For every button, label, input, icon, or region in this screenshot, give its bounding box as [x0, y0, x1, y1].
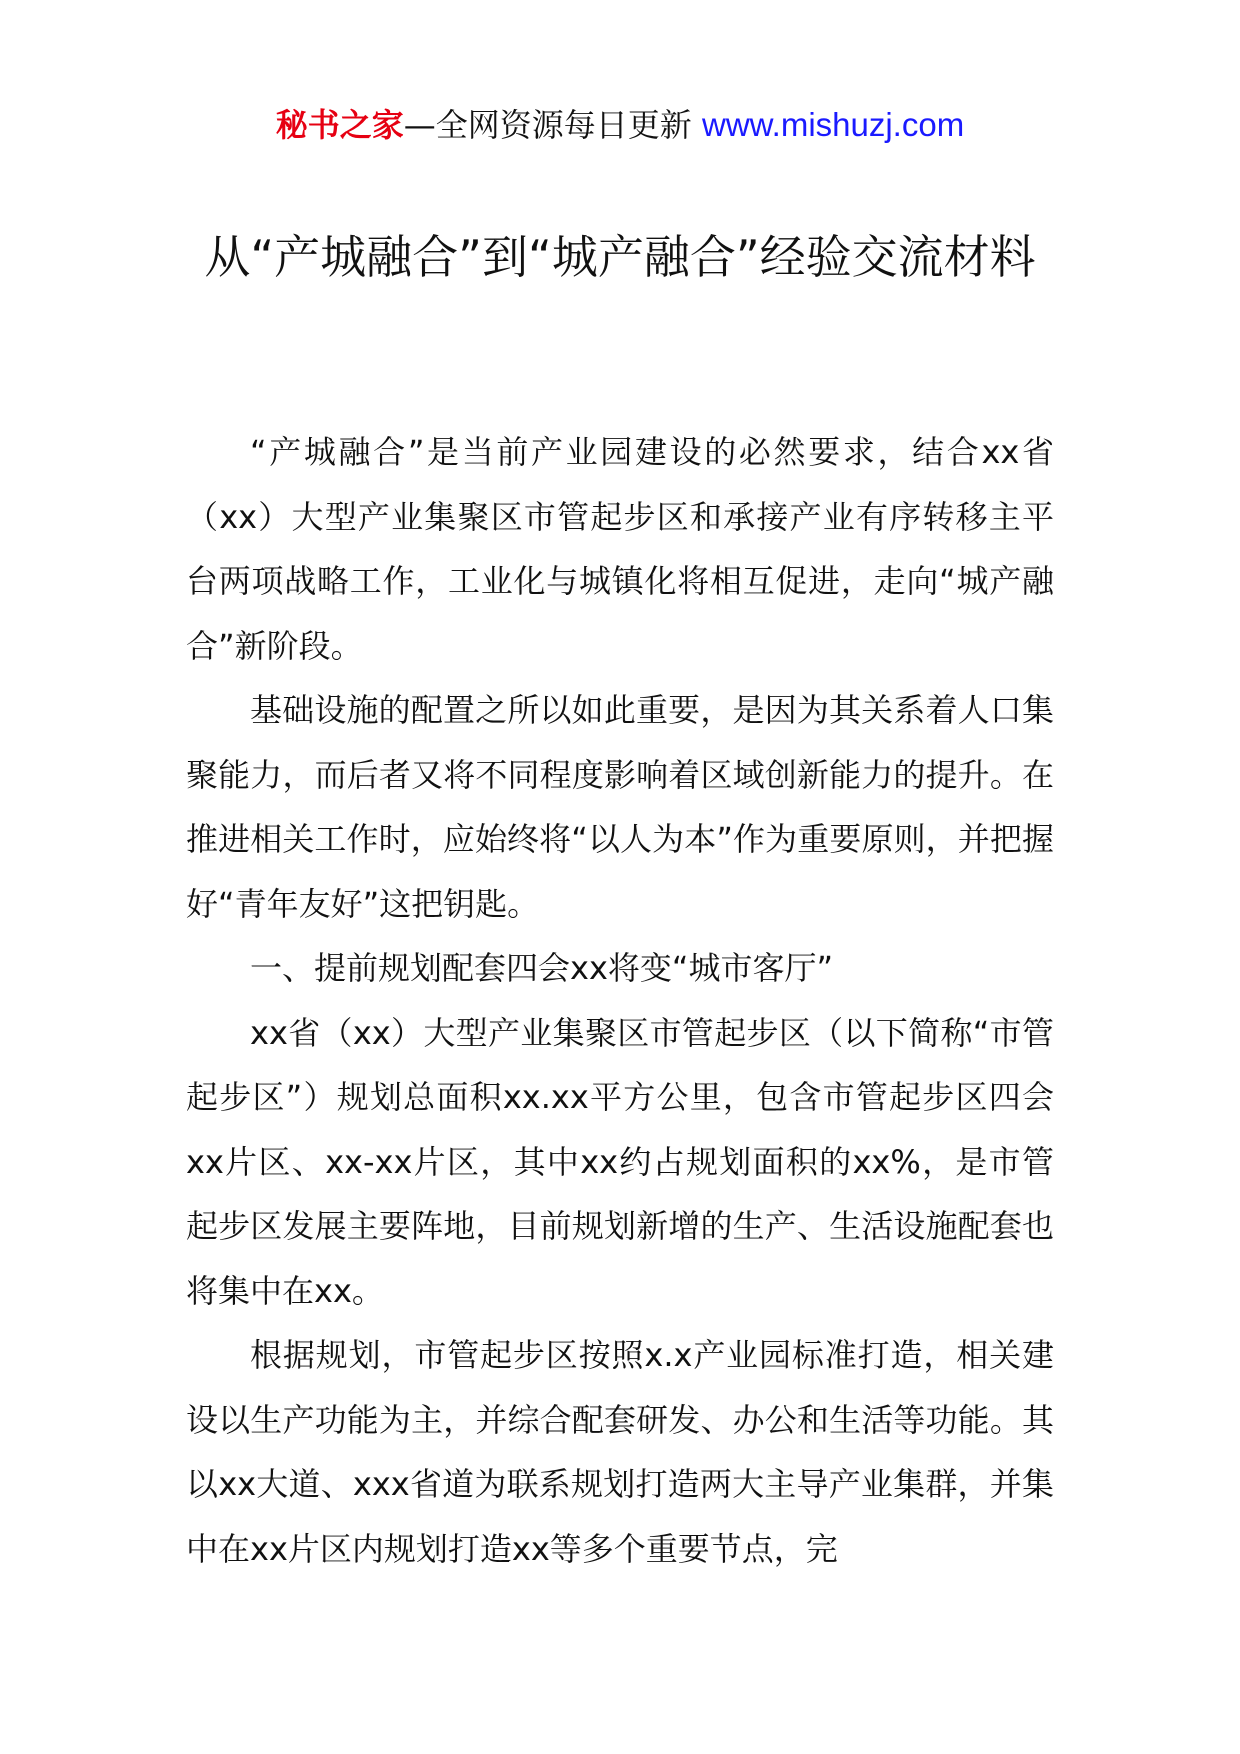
- paragraph: xx省（xx）大型产业集聚区市管起步区（以下简称“市管起步区”）规划总面积xx.xx平方公里，包含市管起步区四会xx片区、xx-xx片区，其中xx约占规划面积的xx%，是市管起步区发展主要阵地，目前规划新增的生产、生活设施配套也将集中在xx。: [186, 1013, 1054, 1310]
- header-tagline: —全网资源每日更新: [403, 106, 692, 144]
- site-header: [0, 100, 1240, 150]
- paragraph: 根据规划，市管起步区按照x.x产业园标准打造，相关建设以生产功能为主，并综合配套研发、办公和生活等功能。其以xx大道、xxx省道为联系规划打造两大主导产业集群，并集中在xx片区内规划打造xx等多个重要节点，完: [186, 1336, 1054, 1568]
- brand-name: 秘书之家: [275, 106, 404, 144]
- paragraph: “产城融合”是当前产业园建设的必然要求，结合xx省（xx）大型产业集聚区市管起步区和承接产业有序转移主平台两项战略工作，工业化与城镇化将相互促进，走向“城产融合”新阶段。: [186, 433, 1054, 665]
- document-body: [186, 420, 1054, 1581]
- site-url-link[interactable]: www.mishuzj.com: [701, 106, 965, 143]
- section-heading: 一、提前规划配套四会xx将变“城市客厅”: [250, 949, 834, 987]
- document-title: 从“产城融合”到“城产融合”经验交流材料: [204, 230, 1036, 284]
- paragraph: 基础设施的配置之所以如此重要，是因为其关系着人口集聚能力，而后者又将不同程度影响着区域创新能力的提升。在推进相关工作时，应始终将“以人为本”作为重要原则，并把握好“青年友好”这把钥匙。: [186, 691, 1054, 923]
